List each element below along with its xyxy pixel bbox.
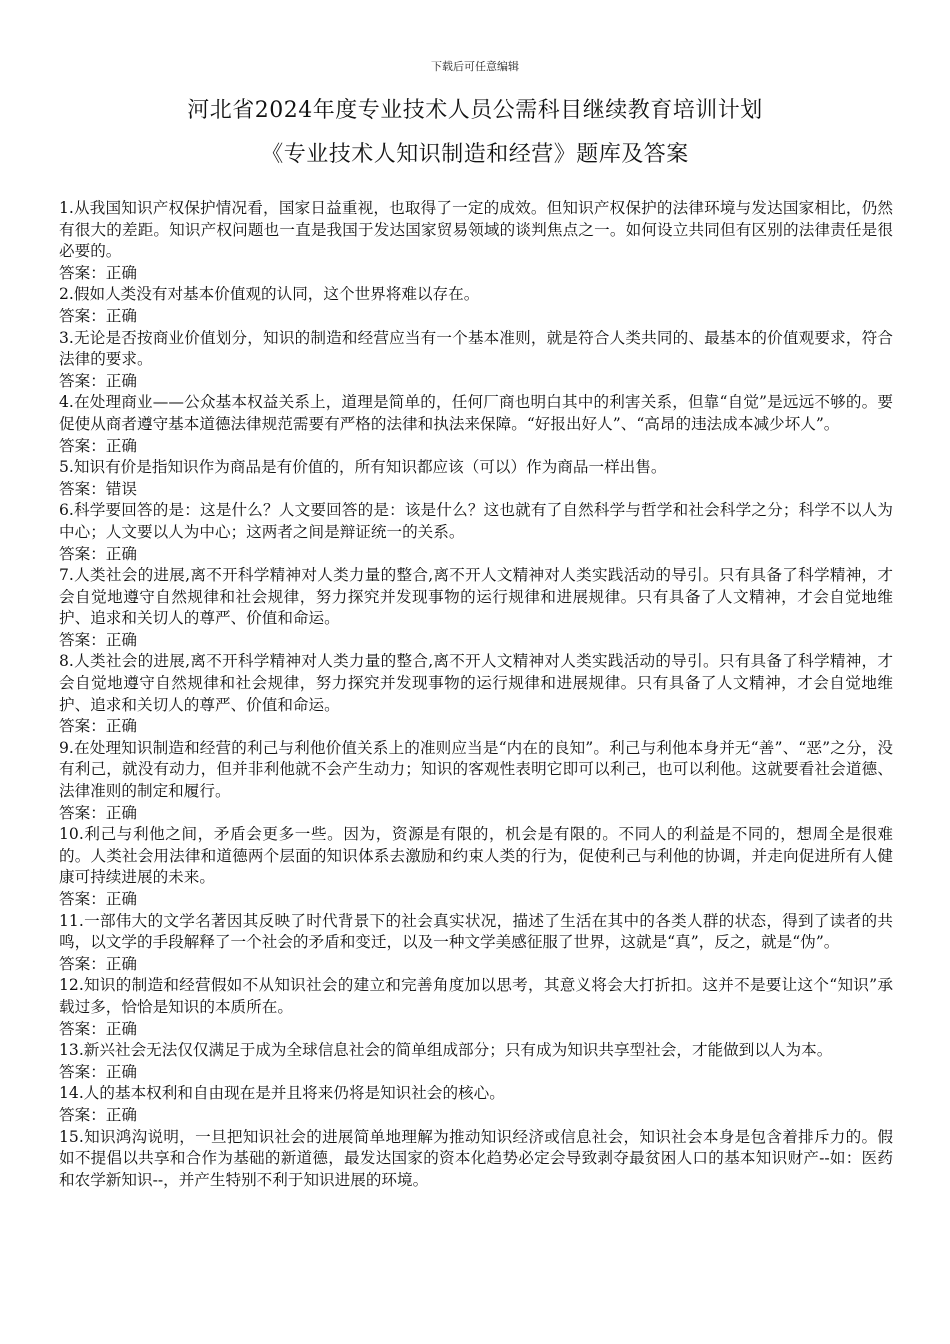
question-item [59,565,893,651]
question-item [59,738,893,824]
question-item [59,500,893,565]
document-title: 河北省2024年度专业技术人员公需科目继续教育培训计划 [187,98,763,123]
question-item [59,1127,893,1192]
answer-text: 答案：错误 [59,479,137,498]
question-item [59,651,893,737]
document-subtitle: 《专业技术人知识制造和经营》题库及答案 [261,142,689,167]
question-item [59,198,893,284]
question-item [59,1040,893,1083]
answer-text: 答案：正确 [59,630,137,649]
question-text: 7.人类社会的进展,离不开科学精神对人类力量的整合,离不开人文精神对人类实践活动的导引。只有具备了科学精神，才会自觉地遵守自然规律和社会规律，努力探究并发现事物的运行规律和进展规律。只有具备了人文精神，才会自觉地维护、追求和关切人的尊严、价值和命运。 [59,566,893,628]
answer-text: 答案：正确 [59,371,137,390]
question-text: 14.人的基本权利和自由现在是并且将来仍将是知识社会的核心。 [59,1084,505,1103]
question-text: 10.利己与利他之间，矛盾会更多一些。因为，资源是有限的，机会是有限的。不同人的利益是不同的，想周全是很难的。人类社会用法律和道德两个层面的知识体系去激励和约束人类的行为，促使利己与利他的协调，并走向促进所有人健康可持续进展的未来。 [59,825,893,887]
question-item [59,328,893,393]
question-text: 5.知识有价是指知识作为商品是有价值的，所有知识都应该（可以）作为商品一样出售。 [59,458,667,477]
answer-text: 答案：正确 [59,954,137,973]
question-item [59,824,893,910]
question-text: 15.知识鸿沟说明，一旦把知识社会的进展简单地理解为推动知识经济或信息社会，知识社会本身是包含着排斥力的。假如不提倡以共享和合作为基础的新道德，最发达国家的资本化趋势必定会导致剥夺最贫困人口的基本知识财产--如：医药和农学新知识--，并产生特别不利于知识进展的环境。 [59,1127,893,1189]
question-text: 8.人类社会的进展,离不开科学精神对人类力量的整合,离不开人文精神对人类实践活动的导引。只有具备了科学精神，才会自觉地遵守自然规律和社会规律，努力探究并发现事物的运行规律和进展规律。只有具备了人文精神，才会自觉地维护、追求和关切人的尊严、价值和命运。 [59,652,893,714]
question-text: 2.假如人类没有对基本价值观的认同，这个世界将难以存在。 [59,285,480,304]
answer-text: 答案：正确 [59,1105,137,1124]
answer-text: 答案：正确 [59,803,137,822]
question-text: 9.在处理知识制造和经营的利己与利他价值关系上的准则应当是“内在的良知”。利己与利他本身并无“善”、“恶”之分，没有利己，就没有动力，但并非利他就不会产生动力；知识的客观性表明它即可以利己，也可以利他。这就要看社会道德、法律准则的制定和履行。 [59,738,893,801]
question-item [59,284,893,327]
question-list [59,198,893,1191]
answer-text: 答案：正确 [59,544,137,563]
question-text: 6.科学要回答的是：这是什么？人文要回答的是：该是什么？这也就有了自然科学与哲学和社会科学之分；科学不以人为中心；人文要以人为中心；这两者之间是辩证统一的关系。 [59,501,893,541]
answer-text: 答案：正确 [59,1062,137,1081]
question-item [59,392,893,457]
answer-text: 答案：正确 [59,890,137,908]
answer-text: 答案：正确 [59,263,137,282]
question-text: 11.一部伟大的文学名著因其反映了时代背景下的社会真实状况，描述了生活在其中的各类人群的状态，得到了读者的共鸣，以文学的手段解释了一个社会的矛盾和变迁，以及一种文学美感征服了世界，这就是“真”，反之，就是“伪”。 [59,911,893,952]
question-text: 12.知识的制造和经营假如不从知识社会的建立和完善角度加以思考，其意义将会大打折扣。这并不是要让这个“知识”承载过多，恰恰是知识的本质所在。 [59,976,893,1016]
question-item [59,1083,893,1126]
answer-text: 答案：正确 [59,717,137,736]
question-item [59,911,893,976]
question-text: 4.在处理商业——公众基本权益关系上，道理是简单的，任何厂商也明白其中的利害关系，但靠“自觉”是远远不够的。要促使从商者遵守基本道德法律规范需要有严格的法律和执法来保障。“好报出好人”、“高昂的违法成本减少坏人”。 [59,393,893,433]
question-text: 1.从我国知识产权保护情况看，国家日益重视，也取得了一定的成效。但知识产权保护的法律环境与发达国家相比，仍然有很大的差距。知识产权问题也一直是我国于发达国家贸易领域的谈判焦点之一。如何设立共同但有区别的法律责任是很必要的。 [59,199,893,261]
answer-text: 答案：正确 [59,1019,137,1038]
question-text: 3.无论是否按商业价值划分，知识的制造和经营应当有一个基本准则，就是符合人类共同的、最基本的价值观要求，符合法律的要求。 [59,328,893,369]
answer-text: 答案：正确 [59,436,137,455]
question-item [59,457,893,500]
question-item [59,975,893,1040]
question-text: 13.新兴社会无法仅仅满足于成为全球信息社会的简单组成部分；只有成为知识共享型社会，才能做到以人为本。 [59,1041,833,1060]
answer-text: 答案：正确 [59,306,137,325]
header-note: 下载后可任意编辑 [431,60,519,73]
